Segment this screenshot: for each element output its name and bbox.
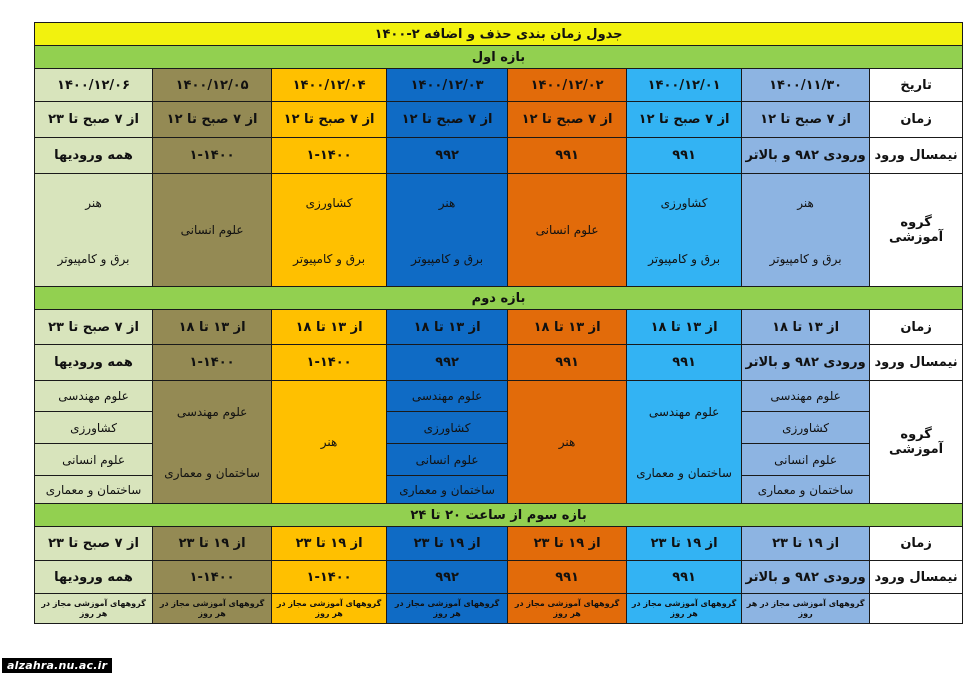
time-cell: از ۱۹ تا ۲۳ (272, 527, 387, 561)
row-label-semester: نیمسال ورود (870, 345, 963, 381)
group-cell: علوم مهندسی (387, 381, 508, 412)
row-label-empty (870, 594, 963, 624)
group-cell: هنر (387, 174, 508, 233)
date-cell: ۱۴۰۰/۱۲/۰۳ (387, 69, 508, 102)
group-cell: علوم انسانی (153, 174, 272, 287)
row-label-semester: نیمسال ورود (870, 138, 963, 174)
group-cell: ساختمان و معماری (153, 444, 272, 504)
time-row (35, 310, 963, 345)
group-cell: علوم انسانی (387, 444, 508, 476)
semester-cell: همه ورودیها (35, 138, 153, 174)
group-cell: برق و کامپیوتر (627, 233, 742, 287)
time-cell: از ۷ صبح تا ۱۲ (508, 102, 627, 138)
semester-cell: ۱-۱۴۰۰ (272, 345, 387, 381)
semester-cell: ورودی ۹۸۲ و بالاتر (742, 138, 870, 174)
time-cell: از ۱۳ تا ۱۸ (153, 310, 272, 345)
time-row (35, 102, 963, 138)
time-cell: از ۷ صبح تا ۱۲ (627, 102, 742, 138)
group-cell: کشاورزی (35, 412, 153, 444)
group-cell: ساختمان و معماری (35, 476, 153, 504)
note-cell: گروههای آموزشی مجاز در هر روز (35, 594, 153, 624)
group-cell: علوم انسانی (742, 444, 870, 476)
semester-cell: ۱-۱۴۰۰ (153, 561, 272, 594)
semester-cell: ۹۹۱ (627, 138, 742, 174)
semester-cell: همه ورودیها (35, 561, 153, 594)
semester-cell: ۱-۱۴۰۰ (272, 561, 387, 594)
note-cell: گروههای آموزشی مجاز در هر روز (153, 594, 272, 624)
group-cell: علوم انسانی (35, 444, 153, 476)
time-cell: از ۷ صبح تا ۱۲ (387, 102, 508, 138)
schedule-table (34, 22, 963, 624)
group-cell: علوم مهندسی (35, 381, 153, 412)
group-row (35, 444, 963, 476)
note-cell: گروههای آموزشی مجاز در هر روز (627, 594, 742, 624)
group-cell: ساختمان و معماری (387, 476, 508, 504)
page-title: جدول زمان بندی حذف و اضافه ۲-۱۴۰۰ (35, 23, 963, 46)
date-cell: ۱۴۰۰/۱۲/۰۴ (272, 69, 387, 102)
time-cell: از ۷ صبح تا ۲۳ (35, 102, 153, 138)
row-label-semester: نیمسال ورود (870, 561, 963, 594)
time-cell: از ۱۹ تا ۲۳ (742, 527, 870, 561)
group-cell: علوم مهندسی (153, 381, 272, 444)
group-cell: هنر (508, 381, 627, 504)
semester-cell: ۹۹۲ (387, 138, 508, 174)
semester-cell: ۹۹۱ (508, 561, 627, 594)
time-cell: از ۷ صبح تا ۱۲ (153, 102, 272, 138)
semester-row (35, 138, 963, 174)
date-cell: ۱۴۰۰/۱۲/۰۱ (627, 69, 742, 102)
semester-cell: ۱-۱۴۰۰ (272, 138, 387, 174)
semester-cell: ورودی ۹۸۲ و بالاتر (742, 561, 870, 594)
semester-cell: ورودی ۹۸۲ و بالاتر (742, 345, 870, 381)
time-cell: از ۱۹ تا ۲۳ (387, 527, 508, 561)
period-3-header (35, 504, 963, 527)
date-cell: ۱۴۰۰/۱۲/۰۲ (508, 69, 627, 102)
note-row (35, 594, 963, 624)
note-cell: گروههای آموزشی مجاز در هر روز (742, 594, 870, 624)
time-cell: از ۱۳ تا ۱۸ (742, 310, 870, 345)
group-cell: هنر (742, 174, 870, 233)
group-cell: علوم مهندسی (627, 381, 742, 444)
group-cell: کشاورزی (742, 412, 870, 444)
semester-row (35, 345, 963, 381)
row-label-date: تاریخ (870, 69, 963, 102)
note-cell: گروههای آموزشی مجاز در هر روز (272, 594, 387, 624)
group-row (35, 174, 963, 233)
time-cell: از ۱۹ تا ۲۳ (627, 527, 742, 561)
group-cell: ساختمان و معماری (627, 444, 742, 504)
period-3-title: بازه سوم از ساعت ۲۰ تا ۲۴ (35, 504, 963, 527)
row-label-group: گروه آموزشی (870, 381, 963, 504)
time-cell: از ۷ صبح تا ۱۲ (272, 102, 387, 138)
time-cell: از ۷ صبح تا ۱۲ (742, 102, 870, 138)
group-cell: کشاورزی (272, 174, 387, 233)
date-cell: ۱۴۰۰/۱۱/۳۰ (742, 69, 870, 102)
group-cell: کشاورزی (627, 174, 742, 233)
group-row (35, 381, 963, 412)
group-cell: کشاورزی (387, 412, 508, 444)
semester-cell: ۱-۱۴۰۰ (153, 138, 272, 174)
period-2-header (35, 287, 963, 310)
group-cell: برق و کامپیوتر (387, 233, 508, 287)
row-label-time: زمان (870, 102, 963, 138)
semester-cell: همه ورودیها (35, 345, 153, 381)
time-cell: از ۱۳ تا ۱۸ (508, 310, 627, 345)
time-row (35, 527, 963, 561)
period-1-title: بازه اول (35, 46, 963, 69)
group-cell: برق و کامپیوتر (742, 233, 870, 287)
time-cell: از ۱۹ تا ۲۳ (153, 527, 272, 561)
row-label-time: زمان (870, 310, 963, 345)
group-cell: علوم انسانی (508, 174, 627, 287)
note-cell: گروههای آموزشی مجاز در هر روز (387, 594, 508, 624)
date-cell: ۱۴۰۰/۱۲/۰۶ (35, 69, 153, 102)
semester-cell: ۹۹۱ (627, 345, 742, 381)
semester-cell: ۹۹۲ (387, 345, 508, 381)
watermark: alzahra.nu.ac.ir (2, 658, 112, 673)
group-cell: علوم مهندسی (742, 381, 870, 412)
row-label-time: زمان (870, 527, 963, 561)
time-cell: از ۷ صبح تا ۲۳ (35, 527, 153, 561)
time-cell: از ۱۳ تا ۱۸ (272, 310, 387, 345)
row-label-group: گروه آموزشی (870, 174, 963, 287)
time-cell: از ۱۳ تا ۱۸ (627, 310, 742, 345)
time-cell: از ۱۹ تا ۲۳ (508, 527, 627, 561)
title-row (35, 23, 963, 46)
group-cell: ساختمان و معماری (742, 476, 870, 504)
semester-cell: ۹۹۲ (387, 561, 508, 594)
period-2-title: بازه دوم (35, 287, 963, 310)
time-cell: از ۱۳ تا ۱۸ (387, 310, 508, 345)
group-cell: برق و کامپیوتر (272, 233, 387, 287)
semester-row (35, 561, 963, 594)
semester-cell: ۹۹۱ (508, 345, 627, 381)
group-cell: برق و کامپیوتر (35, 233, 153, 287)
semester-cell: ۹۹۱ (508, 138, 627, 174)
group-cell: هنر (35, 174, 153, 233)
date-row (35, 69, 963, 102)
time-cell: از ۷ صبح تا ۲۳ (35, 310, 153, 345)
semester-cell: ۹۹۱ (627, 561, 742, 594)
semester-cell: ۱-۱۴۰۰ (153, 345, 272, 381)
group-cell: هنر (272, 381, 387, 504)
note-cell: گروههای آموزشی مجاز در هر روز (508, 594, 627, 624)
period-1-header (35, 46, 963, 69)
date-cell: ۱۴۰۰/۱۲/۰۵ (153, 69, 272, 102)
